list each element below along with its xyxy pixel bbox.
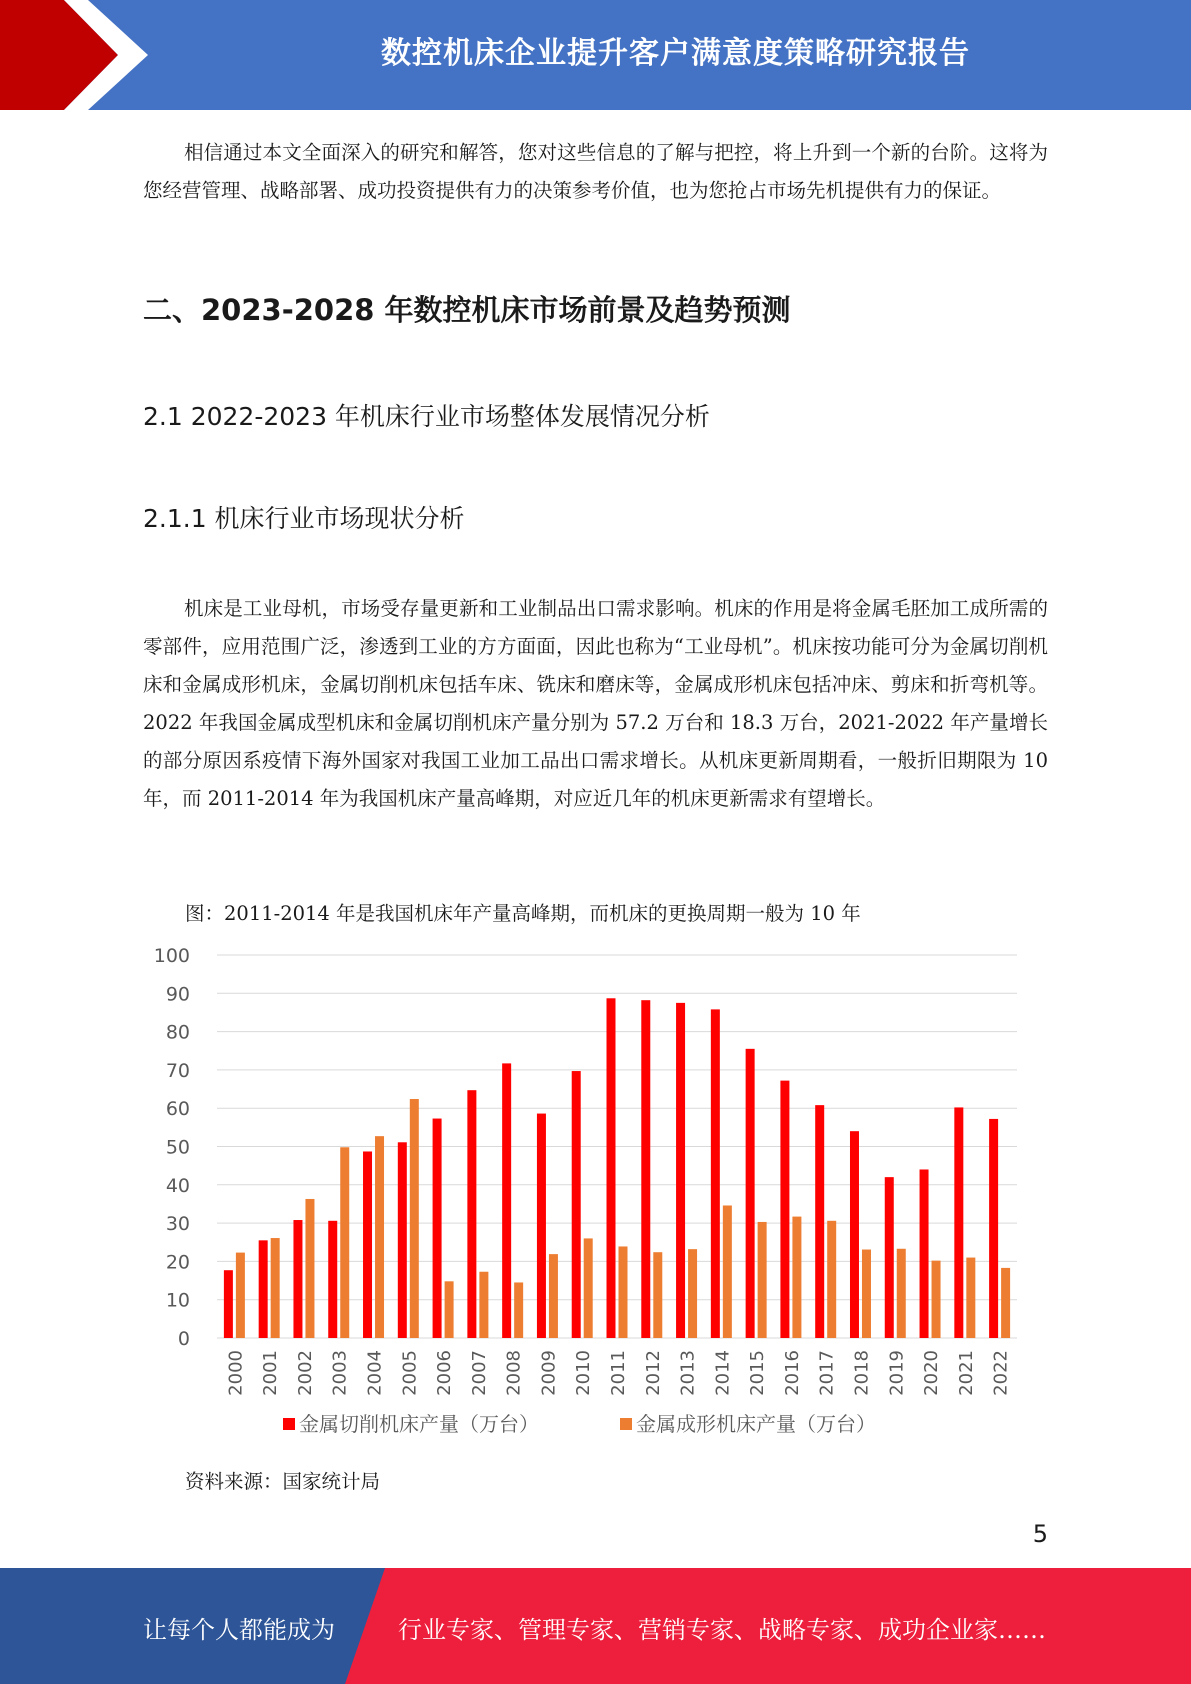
x-tick-label: 2012	[642, 1350, 664, 1396]
legend-label: 金属成形机床产量（万台）	[636, 1412, 876, 1436]
bar-cutting	[746, 1049, 755, 1338]
y-tick-label: 40	[165, 1174, 190, 1197]
footer-slogan-left: 让每个人都能成为	[143, 1616, 335, 1644]
bar-forming	[514, 1282, 523, 1338]
bar-forming	[340, 1147, 349, 1338]
bar-cutting	[433, 1119, 442, 1338]
y-tick-label: 20	[165, 1251, 190, 1274]
bar-forming	[1001, 1268, 1010, 1338]
bar-cutting	[711, 1009, 720, 1338]
bar-forming	[584, 1238, 593, 1338]
bar-forming	[897, 1249, 906, 1338]
bar-forming	[862, 1250, 871, 1338]
section-heading: 二、2023-2028 年数控机床市场前景及趋势预测	[143, 293, 791, 327]
bar-forming	[723, 1205, 732, 1338]
y-tick-label: 50	[165, 1136, 190, 1159]
x-tick-label: 2003	[329, 1350, 351, 1396]
page-number: 5	[1032, 1520, 1048, 1548]
bar-forming	[827, 1221, 836, 1338]
bar-cutting	[467, 1090, 476, 1338]
y-tick-label: 30	[165, 1213, 190, 1236]
x-tick-label: 2013	[677, 1350, 699, 1396]
bar-forming	[375, 1136, 384, 1338]
x-tick-label: 2004	[364, 1350, 386, 1396]
bar-forming	[932, 1261, 941, 1338]
x-tick-label: 2014	[712, 1350, 734, 1396]
legend-swatch	[283, 1418, 295, 1430]
body-paragraph	[143, 590, 1048, 818]
y-tick-label: 90	[165, 983, 190, 1006]
subsubsection-heading: 2.1.1 机床行业市场现状分析	[143, 504, 465, 533]
bar-cutting	[398, 1142, 407, 1338]
y-tick-label: 0	[177, 1328, 190, 1350]
x-tick-label: 2021	[955, 1350, 977, 1396]
production-bar-chart	[150, 935, 1030, 1455]
x-tick-label: 2017	[816, 1350, 838, 1396]
bar-forming	[549, 1254, 558, 1338]
bar-cutting	[607, 998, 616, 1338]
bar-cutting	[676, 1003, 685, 1338]
figure-caption: 图：2011-2014 年是我国机床年产量高峰期，而机床的更换周期一般为 10 年	[185, 902, 861, 925]
x-tick-label: 2002	[294, 1350, 316, 1396]
bar-cutting	[920, 1169, 929, 1338]
x-tick-label: 2008	[503, 1350, 525, 1396]
intro-paragraph-text: 相信通过本文全面深入的研究和解答，您对这些信息的了解与把控，将上升到一个新的台阶。这将为您经营管理、战略部署、成功投资提供有力的决策参考价值，也为您抢占市场先机提供有力的保证。	[143, 141, 1048, 202]
bar-forming	[653, 1252, 662, 1338]
subsection-heading: 2.1 2022-2023 年机床行业市场整体发展情况分析	[143, 402, 710, 431]
y-tick-label: 10	[165, 1289, 190, 1312]
bar-cutting	[224, 1270, 233, 1338]
legend-swatch	[620, 1418, 632, 1430]
bar-cutting	[363, 1151, 372, 1338]
x-tick-label: 2007	[468, 1350, 490, 1396]
bar-cutting	[259, 1240, 268, 1338]
bar-forming	[305, 1199, 314, 1338]
x-tick-label: 2022	[990, 1350, 1012, 1396]
bar-forming	[236, 1253, 245, 1338]
report-title: 数控机床企业提升客户满意度策略研究报告	[381, 36, 970, 71]
header-banner	[0, 0, 1191, 110]
bar-forming	[688, 1249, 697, 1338]
x-tick-label: 2019	[886, 1350, 908, 1396]
bar-cutting	[641, 1000, 650, 1338]
bar-cutting	[537, 1114, 546, 1338]
bar-forming	[619, 1246, 628, 1338]
bar-forming	[966, 1258, 975, 1338]
x-tick-label: 2000	[225, 1350, 247, 1396]
bar-forming	[271, 1238, 280, 1338]
bar-forming	[758, 1222, 767, 1338]
x-tick-label: 2018	[851, 1350, 873, 1396]
bar-cutting	[954, 1107, 963, 1338]
bar-cutting	[572, 1071, 581, 1338]
bar-cutting	[328, 1221, 337, 1338]
bar-cutting	[780, 1081, 789, 1338]
y-tick-label: 70	[165, 1059, 190, 1082]
bar-cutting	[815, 1105, 824, 1338]
bar-forming	[792, 1217, 801, 1338]
footer-slogan-right: 行业专家、管理专家、营销专家、战略专家、成功企业家……	[398, 1616, 1046, 1644]
bar-cutting	[989, 1119, 998, 1338]
source-note: 资料来源：国家统计局	[185, 1470, 381, 1493]
header-chevron-decoration	[0, 0, 160, 110]
x-tick-label: 2009	[538, 1350, 560, 1396]
body-paragraph-text: 机床是工业母机，市场受存量更新和工业制品出口需求影响。机床的作用是将金属毛胚加工成所需的零部件，应用范围广泛，渗透到工业的方方面面，因此也称为“工业母机”。机床按功能可分为金属切削机床和金属成形机床，金属切削机床包括车床、铣床和磨床等，金属成形机床包括冲床、剪床和折弯机等。2022 年我国金属成型机床和金属切削机床产量分别为 57.2 万台和 18.3 万台，2021-2022 年产量增长的部分原因系疫情下海外国家对我国工业加工品出口需求增长。从机床更新周期看，一般折旧期限为 10 年，而 2011-2014 年为我国机床产量高峰期，对应近几年的机床更新需求有望增长。	[143, 597, 1048, 810]
intro-paragraph	[143, 134, 1048, 210]
x-tick-label: 2006	[434, 1350, 456, 1396]
x-tick-label: 2005	[399, 1350, 421, 1396]
x-tick-label: 2010	[573, 1350, 595, 1396]
y-tick-label: 60	[165, 1098, 190, 1121]
bar-cutting	[850, 1131, 859, 1338]
x-tick-label: 2020	[921, 1350, 943, 1396]
x-tick-label: 2011	[608, 1350, 629, 1396]
bar-cutting	[885, 1177, 894, 1338]
y-tick-label: 80	[165, 1021, 190, 1044]
y-tick-label: 100	[153, 945, 190, 967]
legend-label: 金属切削机床产量（万台）	[299, 1412, 539, 1436]
x-tick-label: 2015	[747, 1350, 769, 1396]
bar-cutting	[502, 1063, 511, 1338]
x-tick-label: 2016	[781, 1350, 803, 1396]
bar-forming	[410, 1099, 419, 1338]
bar-cutting	[293, 1220, 302, 1338]
bar-forming	[479, 1272, 488, 1338]
x-tick-label: 2001	[260, 1350, 282, 1396]
bar-forming	[445, 1281, 454, 1338]
